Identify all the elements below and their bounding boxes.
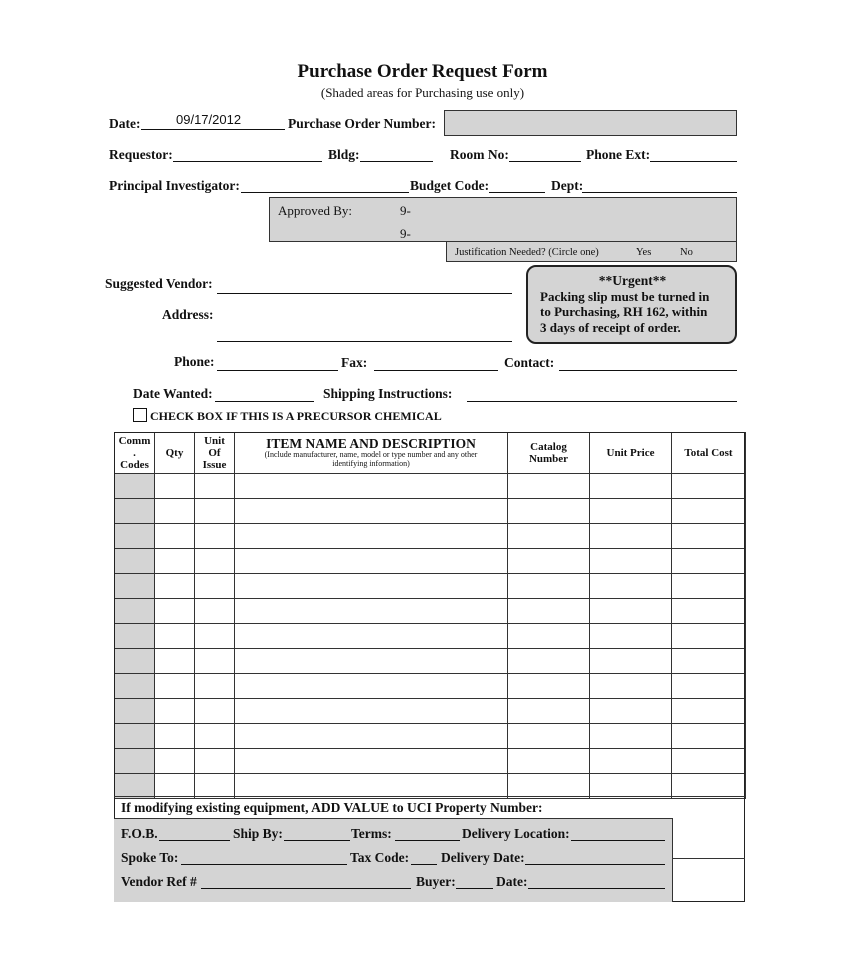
delivery-location-field[interactable]: [571, 840, 665, 841]
budget-code-label: Budget Code:: [410, 178, 490, 193]
bldg-field[interactable]: [360, 161, 433, 162]
form-title: Purchase Order Request Form: [297, 61, 548, 82]
room-field[interactable]: [509, 161, 581, 162]
buyer-label: Buyer:: [416, 874, 456, 889]
bldg-label: Bldg:: [328, 147, 360, 162]
date-field[interactable]: 09/17/2012: [176, 112, 242, 127]
tax-code-label: Tax Code:: [350, 850, 410, 865]
delivery-date-label: Delivery Date:: [441, 850, 525, 865]
budget-code-prefix-2: 9-: [400, 226, 411, 241]
budget-code-prefix-1: 9-: [400, 203, 411, 218]
phone-ext-label: Phone Ext:: [586, 147, 651, 162]
suggested-vendor-label: Suggested Vendor:: [105, 276, 213, 291]
approved-by-label: Approved By:: [278, 203, 353, 218]
header-catalog-number: Catalog Number: [508, 433, 590, 474]
header-unit-price: Unit Price: [590, 433, 672, 474]
terms-field[interactable]: [395, 840, 460, 841]
delivery-date-field[interactable]: [525, 864, 665, 865]
buyer-field[interactable]: [456, 888, 493, 889]
requestor-field[interactable]: [173, 161, 322, 162]
header-qty: Qty: [155, 433, 195, 474]
fax-label: Fax:: [341, 355, 368, 370]
urgent-heading: **Urgent**: [598, 273, 667, 288]
urgent-line-2: to Purchasing, RH 162, within: [540, 304, 708, 319]
dept-label: Dept:: [551, 178, 584, 193]
shipping-instructions-label: Shipping Instructions:: [323, 386, 453, 401]
fob-field[interactable]: [159, 840, 230, 841]
header-item-name: ITEM NAME AND DESCRIPTION (Include manufacturer, name, model or type number and any other identifying information): [235, 433, 508, 474]
justification-label: Justification Needed? (Circle one): [455, 247, 599, 258]
form-subtitle: (Shaded areas for Purchasing use only): [320, 85, 525, 100]
date-wanted-field[interactable]: [215, 401, 314, 402]
phone-label: Phone:: [174, 354, 215, 369]
phone-field[interactable]: [217, 370, 338, 371]
vendor-ref-label: Vendor Ref #: [121, 874, 197, 889]
vendor-ref-field[interactable]: [201, 888, 411, 889]
precursor-label: CHECK BOX IF THIS IS A PRECURSOR CHEMICAL: [150, 409, 442, 423]
address-field[interactable]: [217, 341, 512, 342]
contact-field[interactable]: [559, 370, 737, 371]
header-comm-codes: Comm . Codes: [115, 433, 155, 474]
purchasing-box-divider: [673, 858, 745, 859]
requestor-label: Requestor:: [109, 147, 173, 162]
urgent-notice: [526, 265, 737, 344]
shipping-instructions-field[interactable]: [467, 401, 737, 402]
purchasing-date-field[interactable]: [528, 888, 665, 889]
contact-label: Contact:: [504, 355, 555, 370]
phone-ext-field[interactable]: [650, 161, 737, 162]
date-wanted-label: Date Wanted:: [133, 386, 213, 401]
modify-equipment-row: [114, 796, 745, 818]
tax-code-field[interactable]: [411, 864, 437, 865]
terms-label: Terms:: [351, 826, 392, 841]
modify-equipment-label: If modifying existing equipment, ADD VALUE to UCI Property Number:: [121, 800, 543, 815]
date-label: Date:: [109, 116, 141, 131]
header-unit-of-issue: Unit Of Issue: [195, 433, 235, 474]
spoke-to-field[interactable]: [181, 864, 347, 865]
budget-code-field[interactable]: [489, 192, 545, 193]
fax-field[interactable]: [374, 370, 498, 371]
ship-by-field[interactable]: [284, 840, 350, 841]
pi-label: Principal Investigator:: [109, 178, 240, 193]
spoke-to-label: Spoke To:: [121, 850, 179, 865]
date-line: [141, 129, 285, 130]
pi-field[interactable]: [241, 192, 409, 193]
precursor-checkbox[interactable]: [133, 408, 147, 422]
fob-label: F.O.B.: [121, 826, 158, 841]
urgent-line-1: Packing slip must be turned in: [540, 288, 710, 304]
urgent-line-3: 3 days of receipt of order.: [540, 319, 681, 335]
purchasing-date-label: Date:: [496, 874, 528, 889]
address-label: Address:: [162, 307, 214, 322]
delivery-location-label: Delivery Location:: [462, 826, 570, 841]
header-total-cost: Total Cost: [672, 433, 746, 474]
po-number-label: Purchase Order Number:: [288, 116, 436, 131]
dept-field[interactable]: [582, 192, 737, 193]
ship-by-label: Ship By:: [233, 826, 283, 841]
justification-yes[interactable]: Yes: [636, 247, 652, 258]
justification-no[interactable]: No: [680, 247, 693, 258]
room-label: Room No:: [450, 147, 509, 162]
suggested-vendor-field[interactable]: [217, 293, 512, 294]
po-number-field[interactable]: [444, 110, 737, 136]
